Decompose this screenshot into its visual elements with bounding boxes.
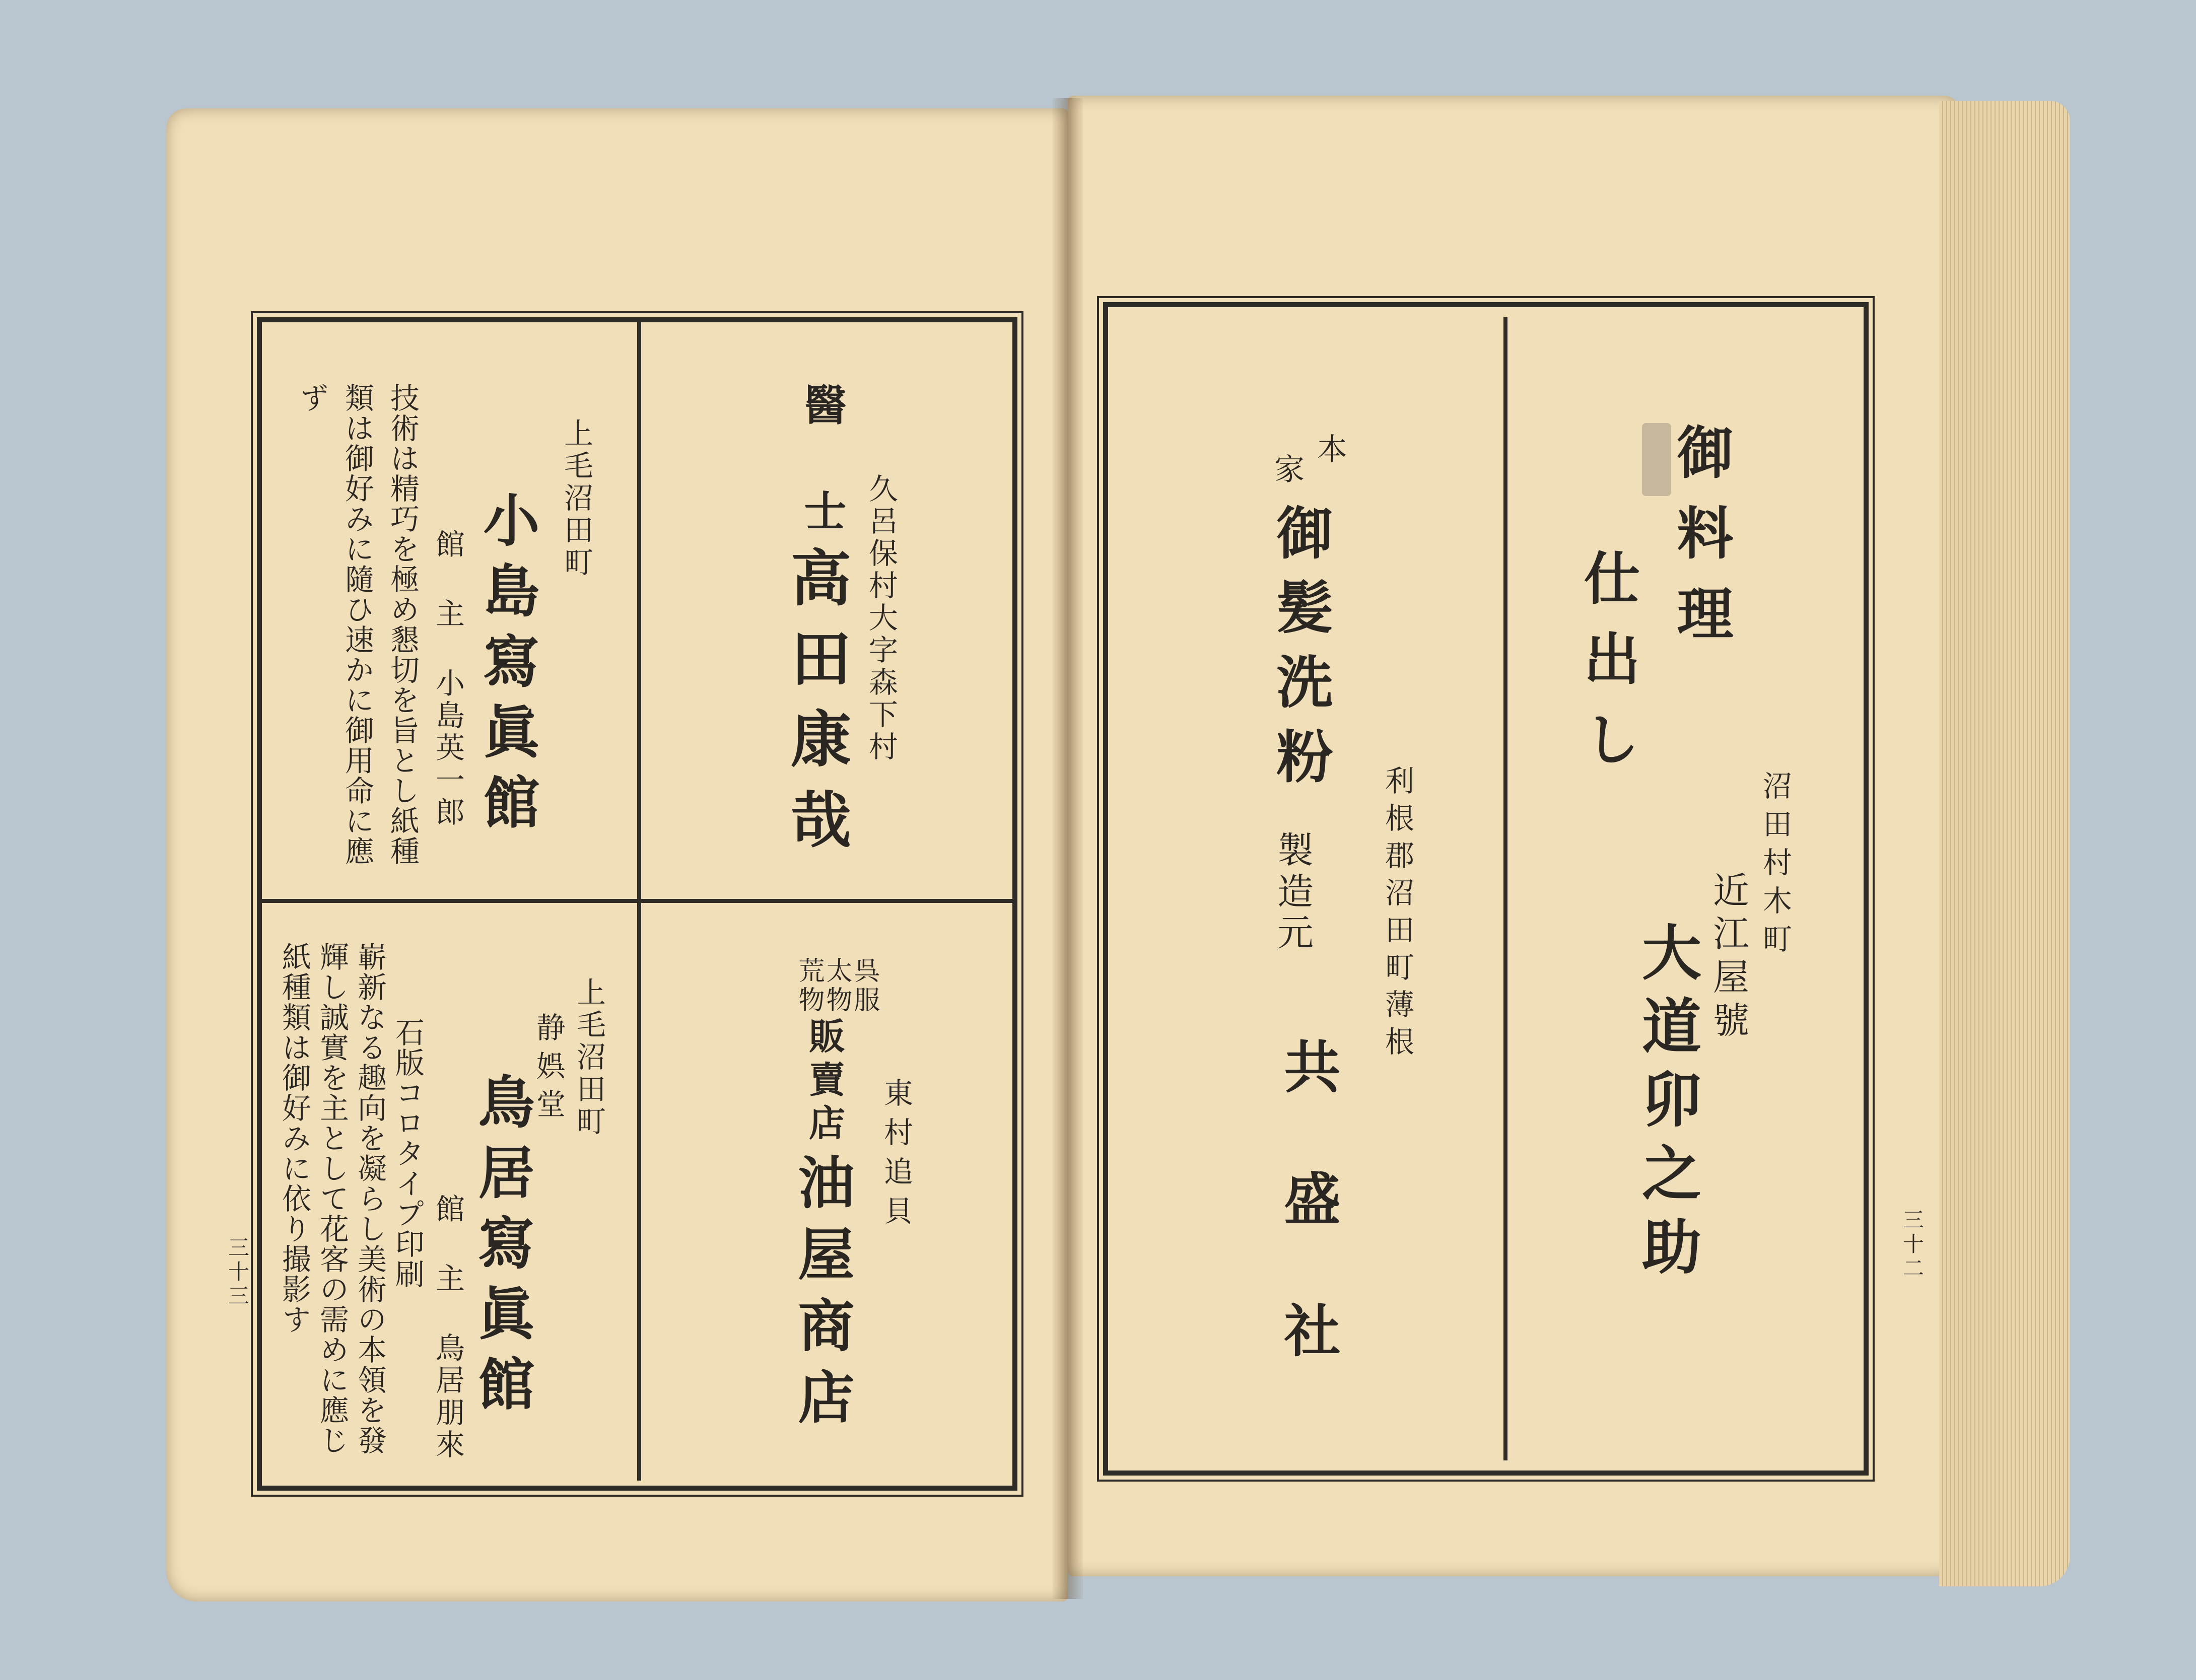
aburaya-category-2: 太物: [821, 957, 852, 1015]
aburaya-sales: 販賣店: [803, 1017, 846, 1147]
kojima-text-2: 類は御好みに隨ひ速かに御用命に應: [340, 383, 374, 866]
torii-studio-name: 鳥居寫眞館: [469, 1073, 535, 1425]
aburaya-address: 東村追貝: [879, 1078, 913, 1235]
kojima-text-1: 技術は精巧を極め懇切を旨とし紙種: [385, 383, 420, 866]
product-name: 御髪洗粉: [1267, 504, 1333, 802]
maker-label: 製造元: [1271, 831, 1314, 955]
book-gutter: [1053, 98, 1083, 1599]
aburaya-category-3: 荒物: [794, 957, 824, 1015]
right-ad-frame: [1103, 302, 1869, 1476]
right-vertical-divider: [1503, 317, 1507, 1460]
kojima-proprietor: 館 主 小島英一郎: [431, 529, 465, 829]
torii-address: 上毛沼田町: [572, 977, 606, 1138]
torii-text-2: 輝し誠實を主として花客の需めに應じ: [315, 942, 349, 1455]
restaurant-heading-1: 御料理: [1668, 423, 1734, 665]
ink-stamp-mark: [1642, 423, 1671, 496]
restaurant-owner-name: 大道卯之助: [1632, 922, 1702, 1289]
kojima-text-3: ず: [295, 383, 329, 415]
right-page-number: 三十二: [1900, 1209, 1925, 1281]
left-horizontal-divider: [262, 899, 1012, 903]
torii-service: 石版コロタイプ印刷: [390, 1017, 425, 1289]
honke-label-1: 本: [1312, 433, 1347, 470]
honke-label-2: 家: [1269, 453, 1305, 491]
aburaya-shop-name: 油屋商店: [789, 1153, 855, 1439]
torii-studio: 静娯堂: [531, 1012, 566, 1127]
kojima-studio-name: 小島寫眞館: [474, 491, 540, 844]
doctor-name: 高田康哉: [781, 546, 852, 869]
restaurant-address: 沼田村木町: [1758, 771, 1792, 962]
maker-company: 共盛社: [1275, 1037, 1341, 1433]
maker-address: 利根郡沼田町薄根: [1380, 765, 1414, 1064]
left-page-number: 三十三: [225, 1236, 250, 1309]
restaurant-heading-2: 仕出し: [1574, 549, 1640, 791]
torii-text-1: 嶄新なる趣向を凝らし美術の本領を發: [353, 942, 387, 1455]
torii-text-3: 紙種類は御好みに依り撮影す: [277, 942, 311, 1335]
aburaya-category-1: 呉服: [849, 957, 879, 1015]
doctor-title: 醫 士: [797, 383, 847, 538]
doctor-address: 久呂保村大字森下村: [864, 473, 898, 763]
restaurant-house-name: 近江屋號: [1707, 871, 1749, 1044]
torii-proprietor: 館 主 鳥居朋來: [431, 1194, 465, 1461]
kojima-address: 上毛沼田町: [559, 418, 593, 579]
page-edges: [1939, 101, 2070, 1586]
